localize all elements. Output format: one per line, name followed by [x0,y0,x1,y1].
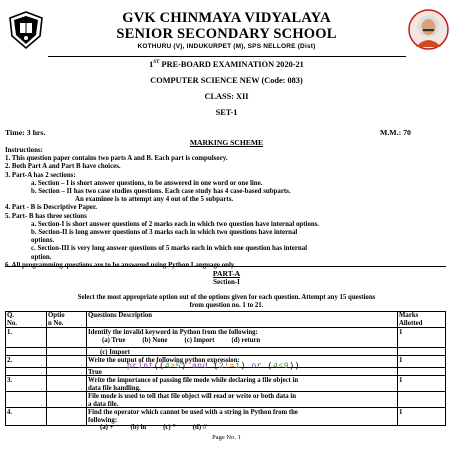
part-a-divider [5,266,446,267]
questions-table [5,311,446,431]
q1-answer: (c) Import [100,349,131,356]
instruction-item: b. Section – II has two case studies questions. Each case study has 4 case-based subparts. [31,188,291,196]
q2-number: 2. [7,357,13,364]
instruction-item: 2. Both Part A and Part B have choices. [5,163,121,171]
instruction-item: 6. All programming questions are to be answered using Python Language only [5,261,235,269]
q1-marks: 1 [399,329,403,336]
set-label: SET-1 [215,108,238,117]
q1-number: 1. [7,329,13,336]
instruction-item: a. Section-I is short answer questions of 2 marks each in which two question have internal options. [31,220,320,228]
q3-number: 3. [7,377,13,384]
instruction-item: c. Section-III is very long answer questions of 5 marks each in which one question has internal [31,245,308,253]
instruction-item: 5. Part- B has three sections [5,212,87,220]
instruction-item: b. Section-II is long answer questions of 3 marks each in which two questions have internal [31,229,298,237]
q2-answer: True [88,369,102,376]
marking-scheme-heading: MARKING SCHEME [189,138,264,147]
instruction-item: 4. Part - B is Descriptive Paper. [5,204,97,212]
portrait-icon [408,9,449,50]
instructions-block [5,147,445,270]
school-address: KOTHURU (V), INDUKURPET (M), SPS NELLORE (Dist) [137,43,316,50]
header-option-no: Optio n No. [48,312,65,327]
part-a-title: PART-A [212,269,241,278]
directions-line1: Select the most appropriate option out of the options given for each question. Attempt any 15 questions [77,294,376,301]
q2-text: Write the output of the following python expression: [88,357,240,364]
school-name-line2: SENIOR SECONDARY SCHOOL [116,26,337,42]
max-marks-label: M.M.: 70 [380,128,411,137]
header-description: Questions Description [88,312,153,319]
q4-number: 4. [7,409,13,416]
instruction-item: options. [31,237,55,245]
instruction-item: An examinee is to attempt any 4 out of the 5 subparts. [75,196,234,204]
instructions-heading: Instructions: [5,147,43,154]
instruction-item: 1. This question paper contains two parts A and B. Each part is compulsory. [5,155,228,163]
section-title: Section-I [213,278,240,286]
q3-answer: File mode is used to tell that file object will read or write or both data in a data file. [88,393,297,408]
q3-text: Write the importance of passing file mode while declaring a file object in data file handling. [88,377,299,392]
q1-text: Identify the invalid keyword in Python from the following: (a) True (b) None (c) Import (d) return [88,329,261,344]
exam-title: 1ST PRE-BOARD EXAMINATION 2020-21 [149,60,304,69]
class-label: CLASS: XII [204,92,249,101]
instruction-item: 3. Part-A has 2 sections: [5,171,76,179]
q4-marks: 1 [399,409,403,416]
directions-line2: from question no. 1 to 21. [189,302,264,309]
subject-title: COMPUTER SCIENCE NEW (Code: 083) [150,76,303,85]
time-label: Time: 3 hrs. [5,128,46,137]
header-divider [48,56,406,57]
q4-options: (a) + (b) in (c) * (d) // [100,424,207,431]
q3-marks: 1 [399,377,403,384]
q2-marks: 1 [399,357,403,364]
q2-code: print((4>5) and (2!=1) or (4<9)) [127,362,300,371]
instruction-item: option. [31,253,52,261]
instruction-item: a. Section – I is short answer questions, to be answered in one word or one line. [31,179,263,187]
school-name-line1: GVK CHINMAYA VIDYALAYA [122,10,331,26]
q4-text: Find the operator which cannot be used with a string in Python from the following: [88,409,298,424]
header-marks: Marks Allotted [399,312,423,327]
page-number: Page No. 1 [212,434,241,441]
header-question-no: Q. No. [7,312,18,327]
school-header [0,6,453,58]
